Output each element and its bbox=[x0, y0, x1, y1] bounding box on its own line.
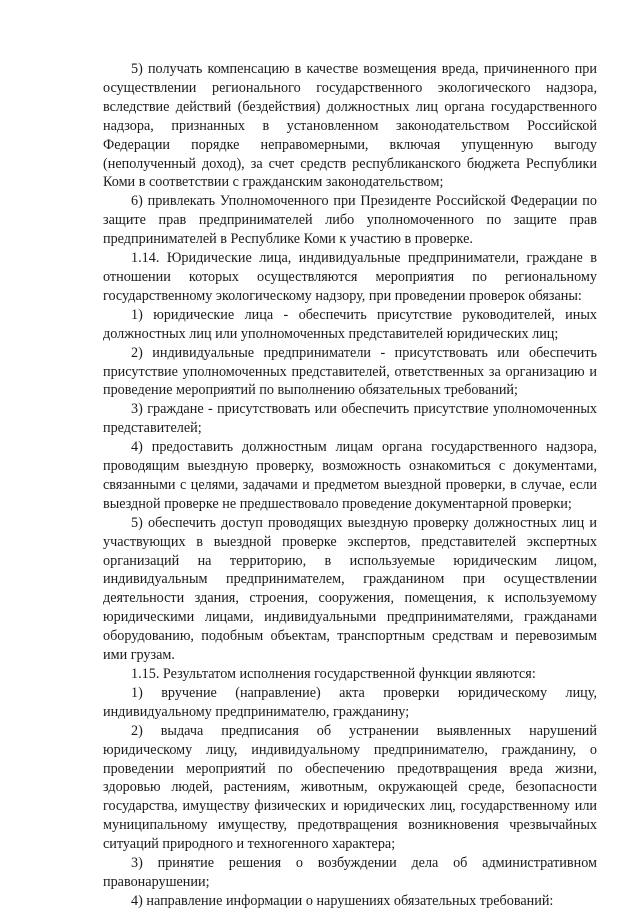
paragraph-result-2-prescription: 2) выдача предписания об устранении выявленных нарушений юридическому лицу, индивидуальному предпринимателю, гражданину, о проведении мероприятий по обеспечению предотвращения вреда жизни, здоровью людей, растениям, животным, окружающей среде, безопасности государства, имуществу физических и юридических лиц, государственному или муниципальному имуществу, предотвращения возникновения чрезвычайных ситуаций природного и техногенного характера; bbox=[103, 722, 597, 853]
paragraph-item-6-ombudsman: 6) привлекать Уполномоченного при Президенте Российской Федерации по защите прав предпринимателей либо уполномоченного по защите прав предпринимателей в Республике Коми к участию в проверке. bbox=[103, 193, 597, 248]
paragraph-section-1-14: 1.14. Юридические лица, индивидуальные предприниматели, граждане в отношении которых осуществляются мероприятия по региональному государственному экологическому надзору, при проведении проверок обязаны: bbox=[103, 250, 597, 304]
paragraph-item-5-access: 5) обеспечить доступ проводящих выездную проверку должностных лиц и участвующих в выездной проверке экспертов, представителей экспертных организаций на территорию, в используемые юридическим лицом, индивидуальным предпринимателем, гражданином при осуществлении деятельности здания, строения, сооружения, помещения, к используемому юридическими лицами, индивидуальными предпринимателями, гражданами оборудованию, подобным объектам, транспортным средствам и перевозимым ими грузам. bbox=[103, 514, 597, 664]
paragraph-item-2-entrepreneurs: 2) индивидуальные предприниматели - присутствовать или обеспечить присутствие уполномоченных представителей, ответственных за организацию и проведение мероприятий по выполнению обязательных требований; bbox=[103, 344, 597, 399]
paragraph-result-1-act: 1) вручение (направление) акта проверки юридическому лицу, индивидуальному предпринимателю, гражданину; bbox=[103, 684, 597, 720]
paragraph-result-3-decision: 3) принятие решения о возбуждении дела об административном правонарушении; bbox=[103, 855, 597, 890]
paragraph-item-3-citizens: 3) граждане - присутствовать или обеспечить присутствие уполномоченных представителей; bbox=[103, 401, 597, 437]
paragraph-section-1-15: 1.15. Результатом исполнения государственной функции являются: bbox=[131, 666, 536, 682]
paragraph-item-4-documents: 4) предоставить должностным лицам органа государственного надзора, проводящим выездную проверку, возможность ознакомиться с документами, связанными с целями, задачами и предметом выездной проверки, в случае, если выездной проверке не предшествовало проведение документарной проверки; bbox=[103, 439, 597, 512]
document-body bbox=[103, 60, 597, 911]
paragraph-item-5-compensation: 5) получать компенсацию в качестве возмещения вреда, причиненного при осуществлении регионального государственного экологического надзора, вследствие действий (бездействия) должностных лиц органа государственного надзора, признанных в установленном законодательством Российской Федерации порядке неправомерными, включая упущенную выгоду (неполученный доход), за счет средств республиканского бюджета Республики Коми в соответствии с гражданским законодательством; bbox=[103, 61, 597, 191]
paragraph-item-1-legal-entities: 1) юридические лица - обеспечить присутствие руководителей, иных должностных лиц или уполномоченных представителей юридических лиц; bbox=[103, 306, 597, 342]
paragraph-result-4-information: 4) направление информации о нарушениях обязательных требований: bbox=[131, 892, 554, 909]
